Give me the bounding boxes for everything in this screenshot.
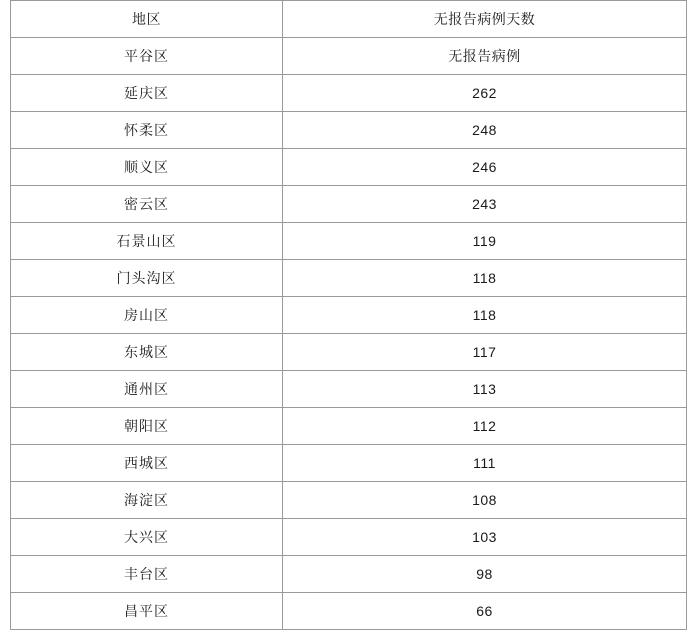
table-row (11, 38, 687, 75)
table-row (11, 482, 687, 519)
cell-days: 98 (283, 556, 687, 593)
cell-region: 东城区 (11, 334, 283, 371)
table-row (11, 149, 687, 186)
cell-region: 平谷区 (11, 38, 283, 75)
cell-region: 顺义区 (11, 149, 283, 186)
table-row (11, 75, 687, 112)
cell-region: 密云区 (11, 186, 283, 223)
cell-days: 111 (283, 445, 687, 482)
table-row (11, 260, 687, 297)
cell-days: 66 (283, 593, 687, 630)
cell-region: 昌平区 (11, 593, 283, 630)
table-row (11, 186, 687, 223)
cell-region: 西城区 (11, 445, 283, 482)
column-header-region: 地区 (11, 1, 283, 38)
table-row (11, 593, 687, 630)
table-row (11, 519, 687, 556)
cell-days: 243 (283, 186, 687, 223)
cell-days: 108 (283, 482, 687, 519)
table-row (11, 334, 687, 371)
cell-region: 朝阳区 (11, 408, 283, 445)
cell-days: 118 (283, 260, 687, 297)
table-row (11, 223, 687, 260)
cell-region: 大兴区 (11, 519, 283, 556)
cell-region: 石景山区 (11, 223, 283, 260)
cell-region: 丰台区 (11, 556, 283, 593)
column-header-days: 无报告病例天数 (283, 1, 687, 38)
cell-days: 103 (283, 519, 687, 556)
cell-days: 112 (283, 408, 687, 445)
table-row (11, 112, 687, 149)
cell-region: 房山区 (11, 297, 283, 334)
cell-days: 117 (283, 334, 687, 371)
cell-region: 通州区 (11, 371, 283, 408)
cell-days: 118 (283, 297, 687, 334)
cell-region: 门头沟区 (11, 260, 283, 297)
table-row (11, 297, 687, 334)
cell-region: 延庆区 (11, 75, 283, 112)
table-row (11, 445, 687, 482)
cell-days: 113 (283, 371, 687, 408)
no-case-days-table (10, 0, 687, 630)
cell-days: 119 (283, 223, 687, 260)
cell-days: 246 (283, 149, 687, 186)
table-row (11, 371, 687, 408)
table-row (11, 408, 687, 445)
table-row (11, 556, 687, 593)
table-header-row (11, 1, 687, 38)
cell-region: 怀柔区 (11, 112, 283, 149)
cell-days: 无报告病例 (283, 38, 687, 75)
cell-days: 262 (283, 75, 687, 112)
cell-region: 海淀区 (11, 482, 283, 519)
cell-days: 248 (283, 112, 687, 149)
